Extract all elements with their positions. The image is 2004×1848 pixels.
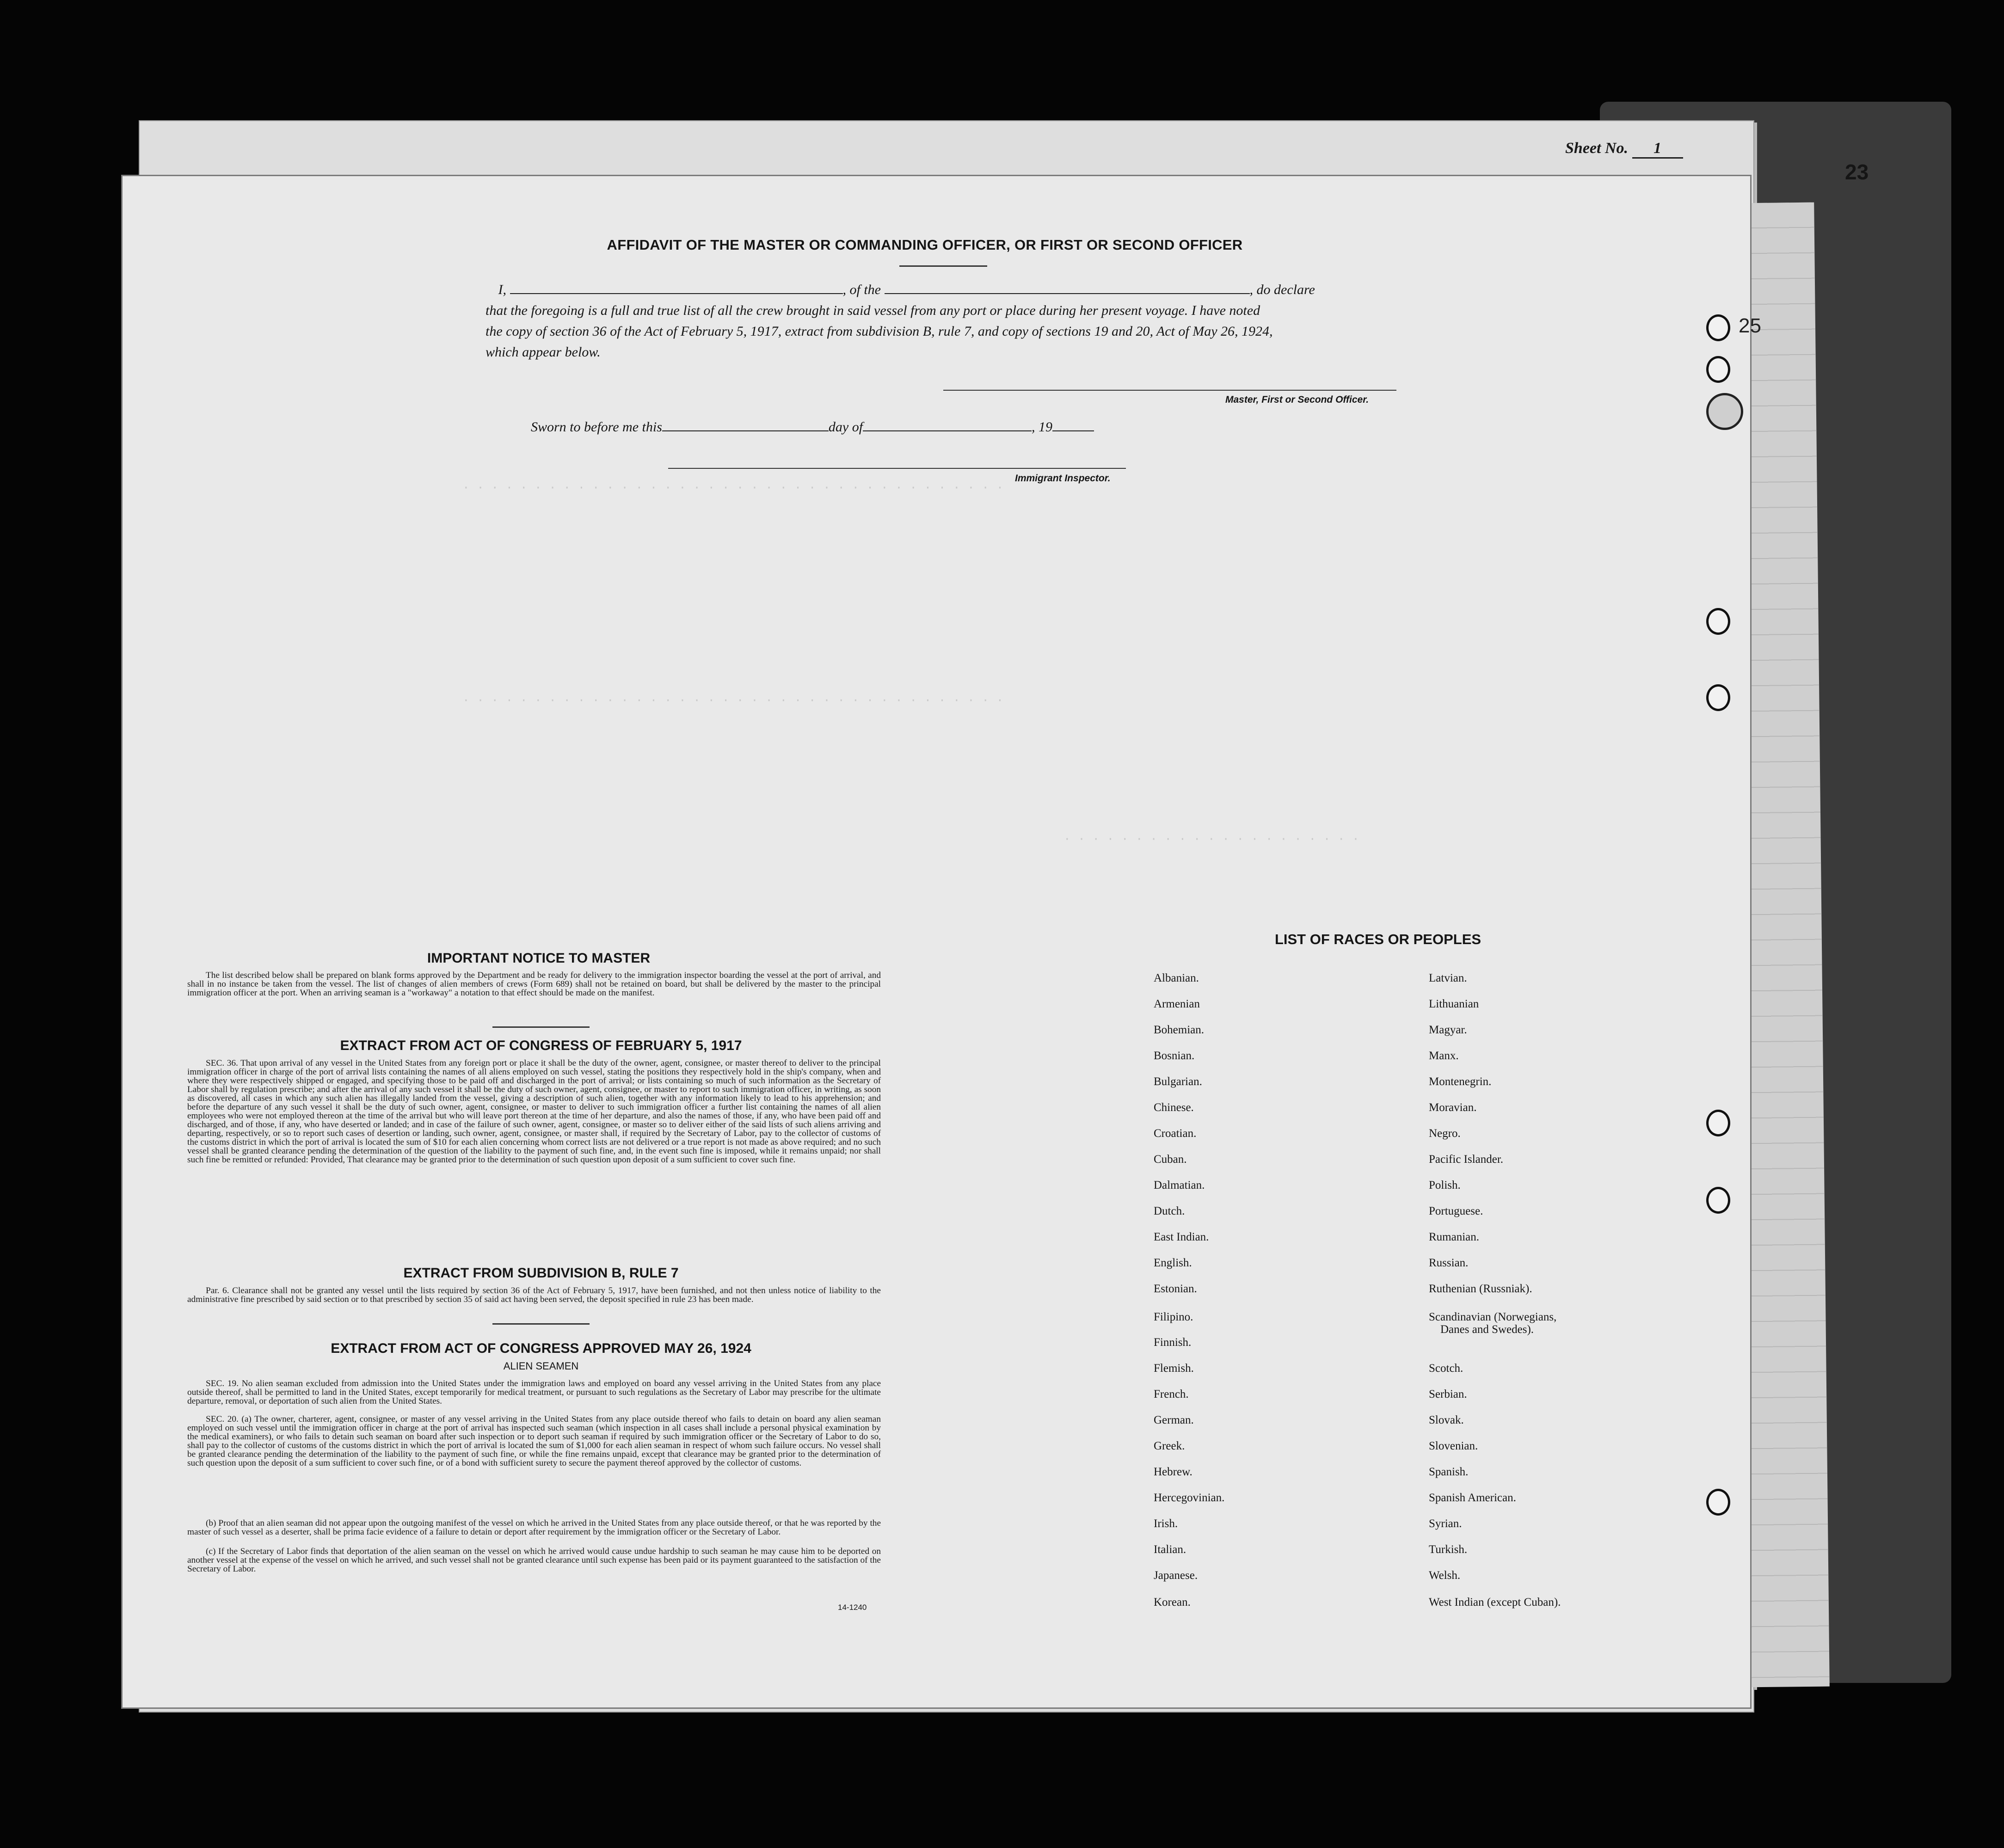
affidavit-of-the: , of the xyxy=(842,282,881,297)
underlay-page-number: 25 xyxy=(1739,314,1761,337)
sworn-day-of: day of xyxy=(828,419,863,435)
act-1917-title: EXTRACT FROM ACT OF CONGRESS OF FEBRUARY 5, 1917 xyxy=(340,1038,742,1053)
sworn-year-blank[interactable] xyxy=(1052,420,1094,431)
race-right: Portuguese. xyxy=(1429,1205,1483,1217)
form-number: 14-1240 xyxy=(838,1603,867,1612)
race-right: Scandinavian (Norwegians, xyxy=(1429,1311,1557,1323)
race-right: Polish. xyxy=(1429,1179,1461,1191)
punch-hole xyxy=(1706,1110,1730,1136)
ghost-text: · · · · · · · · · · · · · · · · · · · · · xyxy=(1063,832,1359,846)
race-left: Estonian. xyxy=(1154,1283,1197,1295)
sheet-number xyxy=(1565,140,1690,159)
race-right: West Indian (except Cuban). xyxy=(1429,1596,1561,1609)
race-left: Irish. xyxy=(1154,1517,1178,1530)
affidavit-i: I, xyxy=(498,282,506,297)
signature-caption: Master, First or Second Officer. xyxy=(1225,394,1369,405)
race-left: East Indian. xyxy=(1154,1231,1209,1243)
race-left: Dalmatian. xyxy=(1154,1179,1205,1191)
sheet-number-value: 1 xyxy=(1632,140,1683,159)
corner-stamp-number: 23 xyxy=(1845,160,1869,184)
race-right: Slovak. xyxy=(1429,1414,1464,1426)
race-left: Armenian xyxy=(1154,998,1200,1010)
binder-clip xyxy=(1706,393,1743,430)
race-left: Hercegovinian. xyxy=(1154,1492,1225,1504)
race-right: Syrian. xyxy=(1429,1517,1462,1530)
race-left: Croatian. xyxy=(1154,1127,1197,1140)
sworn-year: , 19 xyxy=(1032,419,1053,435)
affidavit-declare: , do declare xyxy=(1249,282,1315,297)
race-right: Montenegrin. xyxy=(1429,1075,1492,1088)
race-left: English. xyxy=(1154,1257,1192,1269)
signature-line[interactable] xyxy=(943,390,1396,391)
notice-title: IMPORTANT NOTICE TO MASTER xyxy=(427,951,651,966)
race-right: Serbian. xyxy=(1429,1388,1467,1400)
race-right: Scotch. xyxy=(1429,1362,1463,1375)
affidavit-line-2: that the foregoing is a full and true list of all the crew brought in said vessel from any port or place during her present voyage. I have noted xyxy=(486,303,1260,318)
race-left: Greek. xyxy=(1154,1440,1185,1452)
act-1924-sec20a xyxy=(187,1415,881,1467)
race-right: Magyar. xyxy=(1429,1024,1467,1036)
sec-20b-text: (b) Proof that an alien seaman did not appear upon the outgoing manifest of the vessel on which he arrived in the United States from any place outside thereof, or that he was reported by the master of such vessel as a deserter, shall be prima facie evidence of a failure to detain or deport after requirement by the immigration officer or the Secretary of Labor. xyxy=(187,1518,881,1537)
race-right: Spanish American. xyxy=(1429,1492,1516,1504)
race-left: Japanese. xyxy=(1154,1569,1198,1582)
notice-text: The list described below shall be prepared on blank forms approved by the Department and be ready for delivery to the immigration inspector boarding the vessel at the port of arrival, and shall in no instance be taken from the vessel. The list of changes of alien members of crews (Form 689) shall not be retained on board, but shall be delivered by the master to the principal immigration officer at the port. When an arriving seaman is a "workaway" a notation to that effect should be made on the manifest. xyxy=(187,970,881,998)
race-right: Turkish. xyxy=(1429,1543,1468,1556)
race-left: Korean. xyxy=(1154,1596,1191,1609)
race-right: Negro. xyxy=(1429,1127,1461,1140)
sec-19-text: SEC. 19. No alien seaman excluded from admission into the United States under the immigration laws and employed on board any vessel arriving in the United States from any place outside thereof, shall be permitted to land in the United States, except temporarily for medical treatment, or pursuant to such regulations as the Secretary of Labor may prescribe for the ultimate departure, removal, or deportation of such alien from the United States. xyxy=(187,1379,881,1406)
race-right: Lithuanian xyxy=(1429,998,1479,1010)
title-rule xyxy=(899,265,987,267)
affidavit-title: AFFIDAVIT OF THE MASTER OR COMMANDING OFFICER, OR FIRST OR SECOND OFFICER xyxy=(607,237,1243,253)
races-title: LIST OF RACES OR PEOPLES xyxy=(1274,931,1481,947)
race-right: Slovenian. xyxy=(1429,1440,1478,1452)
act-1917-body xyxy=(187,1059,881,1164)
race-right: Danes and Swedes). xyxy=(1440,1323,1534,1336)
race-left: German. xyxy=(1154,1414,1194,1426)
race-left: Bulgarian. xyxy=(1154,1075,1202,1088)
rule-7-title: EXTRACT FROM SUBDIVISION B, RULE 7 xyxy=(403,1265,679,1281)
race-left: Bosnian. xyxy=(1154,1050,1195,1062)
race-left: Filipino. xyxy=(1154,1311,1193,1323)
punch-hole xyxy=(1706,608,1730,635)
act-1924-subtitle: ALIEN SEAMEN xyxy=(503,1360,579,1372)
sworn-month-blank[interactable] xyxy=(863,420,1032,431)
name-blank[interactable] xyxy=(510,283,843,294)
punch-hole xyxy=(1706,314,1730,341)
ghost-text: · · · · · · · · · · · · · · · · · · · · · · · · · · · · · · · · · · · · · · xyxy=(462,694,1004,707)
rule-7-divider xyxy=(492,1323,590,1325)
act-1917-text: SEC. 36. That upon arrival of any vessel in the United States from any foreign port or place it shall be the duty of the owner, agent, consignee, or master thereof to deliver to the principal immigration officer in charge of the port of arrival lists containing the names of all aliens employed on such vessel, stating the positions they respectively hold in the ship's company, when and where they were respectively shipped or engaged, and specifying those to be paid off and discharged in the port of arrival; or lists containing so much of such information as the Secretary of Labor shall by regulation prescribe; and after the arrival of any such vessel it shall be the duty of such owner, agent, consignee, or master to report to such immigration officer, in writing, as soon as discovered, all cases in which any such alien has illegally landed from the vessel, giving a description of such alien, together with any information likely to lead to his apprehension; and before the departure of any such vessel it shall be the duty of such owner, agent, consignee, or master to deliver to such immigration officer a further list containing the names of all alien employees who were not employed thereon at the time of the arrival but who will leave port thereon at the time of her departure, and also the names of those, if any, who have been paid off and discharged, and of those, if any, who have deserted or landed; and in case of the failure of such owner, agent, consignee, or master so to deliver either of the said lists of such aliens arriving and departing, respectively, or so to report such cases of desertion or landing, such owner, agent, consignee, or master shall, if required by the Secretary of Labor, pay to the collector of customs of the customs district in which the port of arrival is located the sum of $10 for each alien concerning whom correct lists are not delivered or a true report is not made as above required; and no such vessel shall be granted clearance pending the determination of the question of the liability to the payment of such fine, and, in the event such fine is imposed, while it remains unpaid; nor shall such fine be remitted or refunded: Provided, That clearance may be granted prior to the determination of such question upon deposit of a sum sufficient to cover such fine. xyxy=(187,1058,881,1165)
race-right: Manx. xyxy=(1429,1050,1459,1062)
rule-7-text: Par. 6. Clearance shall not be granted any vessel until the lists required by section 36 of the Act of February 5, 1917, have been furnished, and not then unless notice of liability to the administrative fine prescribed by said section or to that prescribed by section 35 of said act having been served, the deposit specified in rule 23 has been made. xyxy=(187,1286,881,1304)
race-left: Italian. xyxy=(1154,1543,1186,1556)
sworn-text: Sworn to before me this xyxy=(531,419,662,435)
race-left: French. xyxy=(1154,1388,1189,1400)
sec-20a-text: SEC. 20. (a) The owner, charterer, agent, consignee, or master of any vessel arriving in the United States from any place outside thereof who fails to detain on board any alien seaman employed on such vessel until the immigration officer in charge at the port of arrival has inspected such seaman (which inspection in all cases shall include a personal physical examination by the medical examiners), or who fails to detain such seaman on board after such inspection or to deport such seaman if required by such immigration officer or the Secretary of Labor to do so, shall pay to the collector of customs of the customs district in which the port of arrival is located the sum of $1,000 for each alien seaman in respect of whom such failure occurs. No vessel shall be granted clearance pending the determination of the liability to the payment of such fine, or while the fine remains unpaid, except that clearance may be granted prior to the determination of such question upon the deposit of a sum sufficient to cover such fine, or of a bond with sufficient surety to secure the payment thereof approved by the collector of customs. xyxy=(187,1414,881,1468)
punch-hole xyxy=(1706,1489,1730,1516)
race-left: Dutch. xyxy=(1154,1205,1185,1217)
race-left: Flemish. xyxy=(1154,1362,1194,1375)
sworn-day-blank[interactable] xyxy=(662,420,829,431)
affidavit-line-4: which appear below. xyxy=(486,344,601,360)
ghost-text: · · · · · · · · · · · · · · · · · · · · · · · · · · · · · · · · · · · · · · xyxy=(462,481,1004,495)
race-right: Pacific Islander. xyxy=(1429,1153,1504,1166)
punch-hole xyxy=(1706,356,1730,383)
race-left: Chinese. xyxy=(1154,1101,1194,1114)
race-right: Latvian. xyxy=(1429,972,1467,984)
punch-hole xyxy=(1706,684,1730,711)
race-left: Cuban. xyxy=(1154,1153,1187,1166)
sheet-number-label: Sheet No. xyxy=(1565,140,1628,157)
vessel-blank[interactable] xyxy=(885,283,1250,294)
notice-body xyxy=(187,971,881,997)
inspector-line[interactable] xyxy=(668,468,1126,469)
act-1924-sec20b xyxy=(187,1519,881,1536)
act-1924-sec20c xyxy=(187,1547,881,1573)
race-right: Russian. xyxy=(1429,1257,1469,1269)
sec-20c-text: (c) If the Secretary of Labor finds that deportation of the alien seaman on the vessel on which he arrived would cause undue hardship to such seaman he may cause him to be deported on another vessel at the expense of the vessel on which he arrived, and such vessel shall not be granted clearance until such expense has been paid or its payment guaranteed to the satisfaction of the Secretary of Labor. xyxy=(187,1547,881,1574)
inspector-caption: Immigrant Inspector. xyxy=(1015,473,1111,484)
punch-hole xyxy=(1706,1187,1730,1214)
sworn-line xyxy=(531,419,1442,435)
race-left: Finnish. xyxy=(1154,1336,1192,1349)
race-right: Moravian. xyxy=(1429,1101,1477,1114)
act-1924-title: EXTRACT FROM ACT OF CONGRESS APPROVED MAY 26, 1924 xyxy=(331,1341,751,1356)
race-left: Albanian. xyxy=(1154,972,1199,984)
notice-rule xyxy=(492,1026,590,1028)
rule-7-body xyxy=(187,1286,881,1304)
race-left: Hebrew. xyxy=(1154,1466,1193,1478)
affidavit-line-1 xyxy=(486,282,1396,298)
race-right: Spanish. xyxy=(1429,1466,1469,1478)
affidavit-line-3: the copy of section 36 of the Act of February 5, 1917, extract from subdivision B, rule 7, and copy of sections 19 and 20, Act of May 26, 1924, xyxy=(486,324,1273,339)
race-left: Bohemian. xyxy=(1154,1024,1205,1036)
act-1924-sec19 xyxy=(187,1379,881,1406)
race-right: Welsh. xyxy=(1429,1569,1461,1582)
race-right: Ruthenian (Russniak). xyxy=(1429,1283,1532,1295)
race-right: Rumanian. xyxy=(1429,1231,1480,1243)
